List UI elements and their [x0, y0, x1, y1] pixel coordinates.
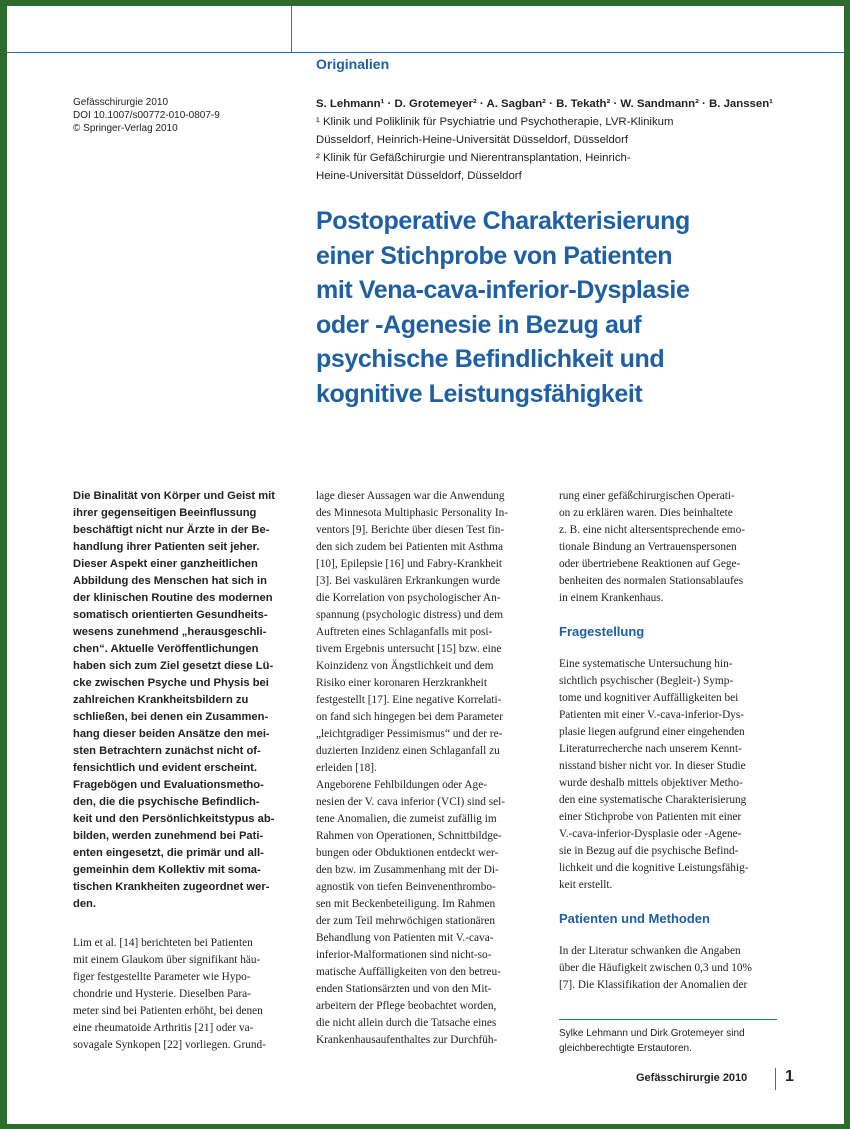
text-line: wesens zunehmend „herausgeschli- [73, 626, 267, 638]
section-label: Originalien [316, 56, 390, 72]
text-line: mit einem Glaukom über signifikant häu- [73, 954, 261, 966]
text-line: in einem Krankenhaus. [559, 592, 664, 604]
text-line: on zu erklären waren. Dies beinhaltete [559, 507, 733, 519]
text-line: sichtlich psychischer (Begleit-) Symp- [559, 675, 734, 687]
section-heading-fragestellung: Fragestellung [559, 624, 645, 639]
column-1-body [73, 935, 297, 1054]
text-line: gemeinhin dem Kollektiv mit soma- [73, 864, 261, 876]
text-line: Koinzidenz von Ängstlichkeit und dem [316, 660, 494, 672]
text-line: tene Anomalien, die zumeist zufällig im [316, 813, 497, 825]
text-line: der zum Teil mehrwöchigen stationären [316, 915, 496, 927]
text-line: wurde deshalb mittels objektiver Metho- [559, 777, 743, 789]
footer-divider [775, 1068, 776, 1090]
text-line: Auftreten eines Schlaganfalls mit posi- [316, 626, 493, 638]
publication-meta [73, 96, 273, 135]
text-line: sie in Bezug auf die psychische Befind- [559, 845, 739, 857]
text-line: eine rheumatoide Arthritis [21] oder va- [73, 1022, 254, 1034]
text-line: chondrie und Hysterie. Dieselben Para- [73, 988, 251, 1000]
column-3-body [559, 488, 785, 994]
text-line: ihrer gegenseitigen Beeinflussung [73, 507, 257, 519]
text-line: Literaturrecherche nach unserem Kennt- [559, 743, 742, 755]
text-line: spannung (psychologic distress) und dem [316, 609, 503, 621]
footnote [559, 1026, 789, 1056]
text-line: Krankenhausaufenthaltes zur Durchfüh- [316, 1034, 498, 1046]
text-line: keit erstellt. [559, 879, 613, 891]
text-line: [10], Epilepsie [16] und Fabry-Krankheit [316, 558, 503, 570]
text-line: des Minnesota Multiphasic Personality In- [316, 507, 509, 519]
text-line: bungen oder Obduktionen entdeckt wer- [316, 847, 499, 859]
text-line: lage dieser Aussagen war die Anwendung [316, 490, 505, 502]
text-line: beschäftigt nicht nur Ärzte in der Be- [73, 524, 270, 536]
text-line: Lim et al. [14] berichteten bei Patienten [73, 937, 253, 949]
copyright: © Springer-Verlag 2010 [73, 123, 178, 134]
text-line: die Korrelation von psychologischer An- [316, 592, 501, 604]
text-line: Patienten mit einer V.-cava-inferior-Dys- [559, 709, 745, 721]
text-line: In der Literatur schwanken die Angaben [559, 945, 741, 957]
affiliation-line: ² Klinik für Gefäßchirurgie und Nierentransplantation, Heinrich- [316, 152, 631, 164]
text-line: matische Auffälligkeiten von den betreu- [316, 966, 501, 978]
text-line: ventors [9]. Berichte über diesen Test fin- [316, 524, 505, 536]
text-line: Die Binalität von Körper und Geist mit [73, 490, 276, 502]
footer-journal: Gefässchirurgie 2010 [636, 1072, 748, 1084]
text-line: duzierten Inzidenz einen Schlaganfall zu [316, 745, 500, 757]
doi: DOI 10.1007/s00772-010-0807-9 [73, 110, 220, 121]
text-line: figer festgestellte Parameter wie Hypo- [73, 971, 251, 983]
text-line: plasie liegen aufgrund einer eingehenden [559, 726, 745, 738]
text-line: Fragebögen und Evaluationsmetho- [73, 779, 264, 791]
text-line: inferior-Malformationen sind nicht-so- [316, 949, 492, 961]
text-line: erleiden [18]. [316, 762, 377, 774]
footnote-line: gleichberechtigte Erstautoren. [559, 1043, 692, 1054]
journal-name: Gefässchirurgie 2010 [73, 97, 169, 108]
abstract [73, 488, 297, 913]
article-title [316, 204, 816, 411]
text-line: lichkeit und die kognitive Leistungsfähig- [559, 862, 749, 874]
text-line: [7]. Die Klassifikation der Anomalien der [559, 979, 748, 991]
text-line: Dieser Aspekt einer ganzheitlichen [73, 558, 258, 570]
text-line: sovagale Synkopen [22] vorliegen. Grund- [73, 1039, 266, 1051]
text-line: agnostik von tiefen Beinvenenthrombo- [316, 881, 496, 893]
text-line: somatisch orientierten Gesundheits- [73, 609, 268, 621]
text-line: arbeitern der Pflege beobachtet worden, [316, 1000, 497, 1012]
affiliation-line: ¹ Klinik und Poliklinik für Psychiatrie und Psychotherapie, LVR-Klinikum [316, 116, 674, 128]
header-divider [291, 6, 292, 52]
affiliation-line: Düsseldorf, Heinrich-Heine-Universität Düsseldorf, Düsseldorf [316, 134, 629, 146]
article-page [7, 6, 844, 1124]
text-line: Behandlung von Patienten mit V.-cava- [316, 932, 494, 944]
text-line: cke zwischen Psyche und Physis bei [73, 677, 269, 689]
text-line: keit und den Persönlichkeitstypus ab- [73, 813, 275, 825]
affiliation-line: Heine-Universität Düsseldorf, Düsseldorf [316, 170, 522, 182]
text-line: z. B. eine nicht altersentsprechende emo- [559, 524, 746, 536]
text-line: handlung ihrer Patienten seit jeher. [73, 541, 260, 553]
text-line: „leichtgradiger Pessimismus“ und der re- [316, 728, 503, 740]
text-line: oder übertriebene Reaktionen auf Gege- [559, 558, 741, 570]
text-line: [3]. Bei vaskulären Erkrankungen wurde [316, 575, 501, 587]
text-line: Angeborene Fehlbildungen oder Age- [316, 779, 487, 791]
author-names: S. Lehmann¹ · D. Grotemeyer² · A. Sagban² · B. Tekath² · W. Sandmann² · B. Janssen¹ [316, 98, 773, 110]
text-line: hang dieser beiden Ansätze den mei- [73, 728, 270, 740]
section-heading-patienten-methoden: Patienten und Methoden [559, 911, 710, 926]
text-line: Risiko einer koronaren Herzkrankheit [316, 677, 487, 689]
text-line: Rahmen von Operationen, Schnittbildge- [316, 830, 502, 842]
text-line: haben sich zum Ziel gesetzt diese Lü- [73, 660, 274, 672]
text-line: Abbildung des Menschen hat sich in [73, 575, 267, 587]
text-line: meter sind bei Patienten erhöht, bei denen [73, 1005, 263, 1017]
title-line: oder -Agenesie in Bezug auf [316, 310, 642, 339]
text-line: sen mit Beckenbeteiligung. Im Rahmen [316, 898, 496, 910]
text-line: der klinischen Routine des modernen [73, 592, 273, 604]
text-line: den eine systematische Charakterisierung [559, 794, 747, 806]
author-block [316, 95, 786, 185]
text-line: fensichtlich und evident erscheint. [73, 762, 258, 774]
text-line: benheiten des normalen Stationsablaufes [559, 575, 744, 587]
text-line: enden Stationsärzten und von den Mit- [316, 983, 492, 995]
text-line: schließen, bei denen ein Zusammen- [73, 711, 269, 723]
text-line: tionale Bindung an Vertrauenspersonen [559, 541, 737, 553]
text-line: den sich zudem bei Patienten mit Asthma [316, 541, 503, 553]
text-line: die nicht allein durch die Tatsache eines [316, 1017, 497, 1029]
column-2-body [316, 488, 542, 1049]
text-line: tome und kognitiver Auffälligkeiten bei [559, 692, 739, 704]
title-line: mit Vena-cava-inferior-Dysplasie [316, 276, 690, 304]
text-line: den bzw. im Zusammenhang mit der Di- [316, 864, 499, 876]
footnote-rule [559, 1019, 777, 1020]
text-line: enten eingesetzt, die primär und all- [73, 847, 264, 859]
title-line: einer Stichprobe von Patienten [316, 241, 673, 270]
header-rule [7, 52, 844, 53]
page-number: 1 [785, 1068, 794, 1085]
text-line: einer Stichprobe von Patienten mit einer [559, 811, 742, 823]
text-line: V.-cava-inferior-Dysplasie oder -Agene- [559, 828, 742, 840]
text-line: sten Betrachtern zunächst nicht of- [73, 745, 261, 757]
title-line: Postoperative Charakterisierung [316, 207, 690, 235]
text-line: tischen Krankheiten zugeordnet wer- [73, 881, 270, 893]
title-line: psychische Befindlichkeit und [316, 345, 665, 373]
text-line: on fand sich hingegen bei dem Parameter [316, 711, 503, 723]
text-line: chen“. Aktuelle Veröffentlichungen [73, 643, 259, 655]
text-line: nisstand bisher nicht vor. In dieser Studie [559, 760, 746, 772]
text-line: Eine systematische Untersuchung hin- [559, 658, 733, 670]
title-line: kognitive Leistungsfähigkeit [316, 379, 643, 408]
text-line: den. [73, 898, 96, 910]
text-line: nesien der V. cava inferior (VCI) sind sel- [316, 796, 506, 808]
text-line: tivem Ergebnis untersucht [15] bzw. eine [316, 643, 502, 655]
footnote-line: Sylke Lehmann und Dirk Grotemeyer sind [559, 1028, 745, 1039]
text-line: bilden, werden zunehmend bei Pati- [73, 830, 264, 842]
text-line: den, die die psychische Befindlich- [73, 796, 260, 808]
text-line: rung einer gefäßchirurgischen Operati- [559, 490, 735, 502]
text-line: festgestellt [17]. Eine negative Korrelati- [316, 694, 502, 706]
text-line: zahlreichen Krankheitsbildern zu [73, 694, 249, 706]
text-line: über die Häufigkeit zwischen 0,3 und 10% [559, 962, 752, 974]
